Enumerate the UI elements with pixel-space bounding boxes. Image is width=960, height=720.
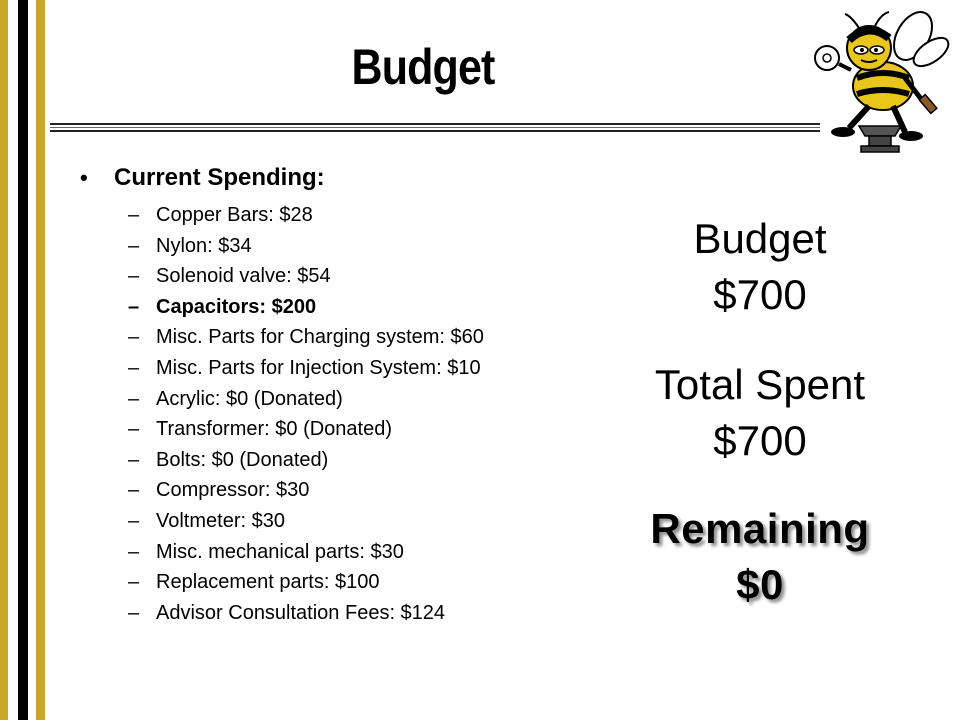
left-white-stripe [8,0,18,720]
dash-icon: – [128,509,140,532]
budget-value: $700 [713,271,807,318]
spent-label: Total Spent [654,361,866,408]
spending-heading-bullet [80,164,620,192]
spending-item-text: Capacitors: $200 [156,295,317,318]
spending-item-text: Advisor Consultation Fees: $124 [156,601,446,624]
budget-label: Budget [693,215,827,262]
dash-icon: – [128,234,140,257]
remaining-value: $0 [736,561,784,608]
spending-item-text: Copper Bars: $28 [156,204,313,226]
spending-item [128,231,620,262]
dash-icon: – [128,601,140,624]
dash-icon: – [128,448,140,471]
bullet-dot-icon: • [80,165,88,190]
spending-item-text: Replacement parts: $100 [156,571,380,594]
dash-icon: – [128,571,140,594]
spending-item [128,200,620,231]
spending-item [128,445,620,476]
spending-heading: Current Spending: [114,164,325,191]
spending-item-text: Nylon: $34 [156,234,252,257]
dash-icon: – [128,204,140,226]
spending-item [128,322,620,353]
spending-item [128,567,620,598]
remaining-label: Remaining [650,505,870,552]
title-rule-bottom [50,130,820,132]
spent-value: $700 [713,417,807,464]
spending-item-text: Misc. Parts for Injection System: $10 [156,356,481,379]
spending-item-text: Misc. mechanical parts: $30 [156,540,404,563]
spending-item [128,414,620,445]
spending-item [128,353,620,384]
title-rule-top [50,123,820,125]
left-gold-stripe-inner [36,0,45,720]
spending-item-highlight [128,292,620,323]
spending-item-text: Bolts: $0 (Donated) [156,448,329,471]
spending-item-text: Transformer: $0 (Donated) [156,418,393,441]
dash-icon: – [128,387,140,410]
spending-item [128,506,620,537]
slide-title: Budget [351,39,495,95]
spending-item-text: Solenoid valve: $54 [156,265,331,288]
spending-item-text: Acrylic: $0 (Donated) [156,387,343,410]
remaining-summary [600,505,920,620]
budget-summary [600,215,920,330]
spending-items [80,200,620,628]
title-rule-middle [50,127,820,128]
bee-mascot-icon [805,8,955,158]
left-white-stripe-inner [28,0,36,720]
spending-item-text: Misc. Parts for Charging system: $60 [156,326,484,349]
dash-icon: – [128,356,140,379]
dash-icon: – [128,265,140,288]
spending-item [128,384,620,415]
dash-icon: – [128,295,140,318]
spent-summary [600,361,920,476]
spending-list [80,164,620,628]
left-gold-stripe [0,0,8,720]
spending-item [128,261,620,292]
dash-icon: – [128,540,140,563]
dash-icon: – [128,418,140,441]
spending-item-text: Voltmeter: $30 [156,509,285,532]
spending-item [128,537,620,568]
spending-item-text: Compressor: $30 [156,479,310,502]
spending-item [128,598,620,629]
dash-icon: – [128,479,140,502]
spending-item [128,475,620,506]
dash-icon: – [128,326,140,349]
left-black-stripe [18,0,28,720]
